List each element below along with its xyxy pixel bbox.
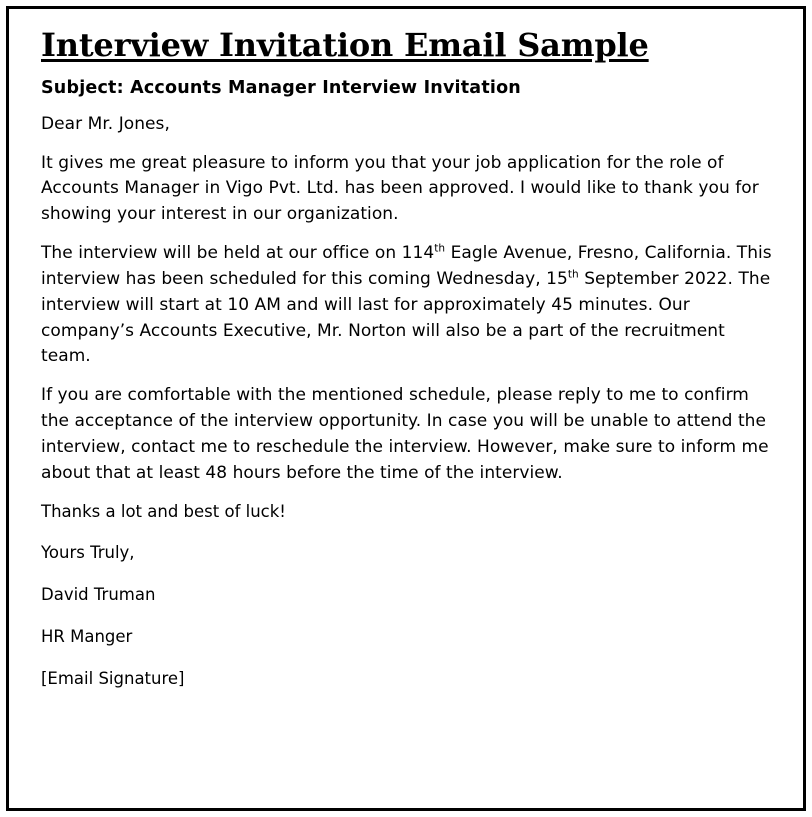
email-closing-thanks: Thanks a lot and best of luck! — [41, 501, 286, 521]
email-paragraph-2-part1: The interview will be held at our office on 114 — [41, 243, 435, 264]
email-paragraph-2 — [41, 241, 779, 370]
ordinal-suffix-114: th — [434, 242, 446, 255]
email-salutation: Dear Mr. Jones, — [41, 113, 170, 134]
page-title: Interview Invitation Email Sample — [41, 26, 649, 64]
email-paragraph-2-part2: Eagle Avenue, Fresno, California. This interview has been scheduled for this coming Wednesday, 15 — [41, 243, 772, 289]
email-paragraph-3: If you are comfortable with the mentioned schedule, please reply to me to confirm the acceptance of the interview opportunity. In case you will be unable to attend the interview, contact me to reschedule the interview. However, make sure to inform me about that at least 48 hours before the time of the interview. — [41, 385, 769, 483]
email-subject-line: Subject: Accounts Manager Interview Invitation — [41, 77, 521, 98]
document-border-frame — [6, 6, 806, 811]
email-signature-placeholder: [Email Signature] — [41, 668, 185, 688]
email-closing-signoff: Yours Truly, — [41, 543, 135, 563]
sender-title: HR Manger — [41, 626, 133, 646]
sender-name: David Truman — [41, 585, 156, 605]
email-paragraph-1: It gives me great pleasure to inform you that your job application for the role of Accounts Manager in Vigo Pvt. Ltd. has been approved. I would like to thank you for showing your interest in our organization. — [41, 152, 759, 225]
ordinal-suffix-15: th — [567, 268, 579, 281]
email-paragraph-2-part3: September 2022. The interview will start at 10 AM and will last for approximately 45 minutes. Our company’s Accounts Executive, Mr. Norton will also be a part of the recruitment team. — [41, 268, 771, 367]
